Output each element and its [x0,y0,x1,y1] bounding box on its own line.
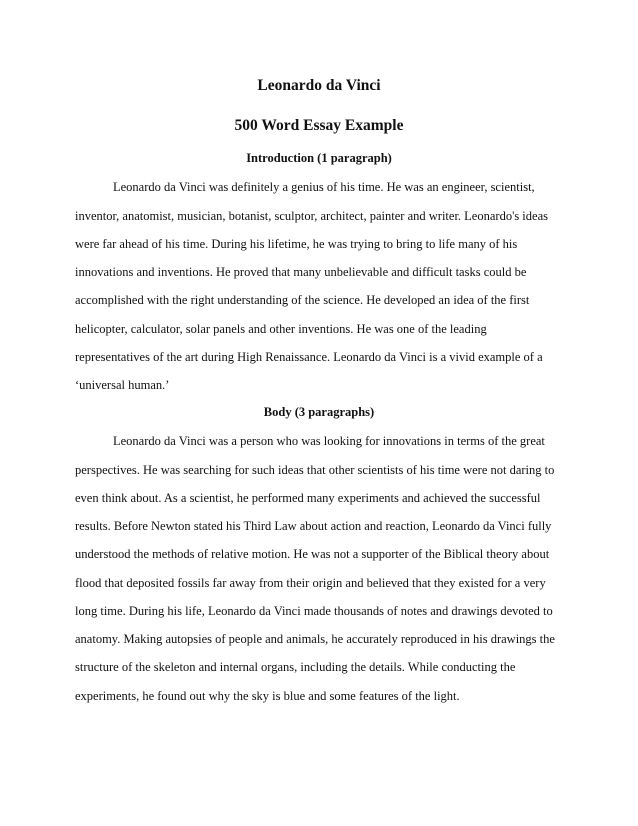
paragraph-line: perspectives. He was searching for such ideas that other scientists of his time were not daring to [75,463,555,477]
section-heading-introduction: Introduction (1 paragraph) [246,151,392,165]
paragraph-line: flood that deposited fossils far away from their origin and believed that they existed for a very [75,576,546,590]
essay-subtitle: 500 Word Essay Example [234,117,404,134]
paragraph-line: experiments, he found out why the sky is blue and some features of the light. [75,689,460,703]
paragraph-line: results. Before Newton stated his Third Law about action and reaction, Leonardo da Vinci fully [75,519,552,533]
paragraph-line: Leonardo da Vinci was definitely a genius of his time. He was an engineer, scientist, [113,180,535,194]
paragraph-line: inventor, anatomist, musician, botanist, sculptor, architect, painter and writer. Leonardo's ideas [75,209,548,223]
paragraph-line: Leonardo da Vinci was a person who was looking for innovations in terms of the great [113,434,545,448]
paragraph-line: were far ahead of his time. During his lifetime, he was trying to bring to life many of his [75,237,518,251]
paragraph-line: structure of the skeleton and internal organs, including the details. While conducting the [75,660,516,674]
paragraph-line: helicopter, calculator, solar panels and other inventions. He was one of the leading [75,322,487,336]
paragraph-line: accomplished with the right understanding of the science. He developed an idea of the first [75,293,530,307]
paragraph-line: anatomy. Making autopsies of people and animals, he accurately reproduced in his drawings the [75,632,555,646]
essay-title: Leonardo da Vinci [257,77,381,94]
paragraph-line: long time. During his life, Leonardo da Vinci made thousands of notes and drawings devoted to [75,604,553,618]
paragraph-line: innovations and inventions. He proved that many unbelievable and difficult tasks could be [75,265,527,279]
paragraph-line: ‘universal human.’ [75,378,170,392]
paragraph-line: representatives of the art during High Renaissance. Leonardo da Vinci is a vivid example of a [75,350,543,364]
section-heading-body: Body (3 paragraphs) [263,405,375,419]
paragraph-line: understood the methods of relative motion. He was not a supporter of the Biblical theory about [75,547,550,561]
paragraph-line: even think about. As a scientist, he performed many experiments and achieved the successful [75,491,541,505]
